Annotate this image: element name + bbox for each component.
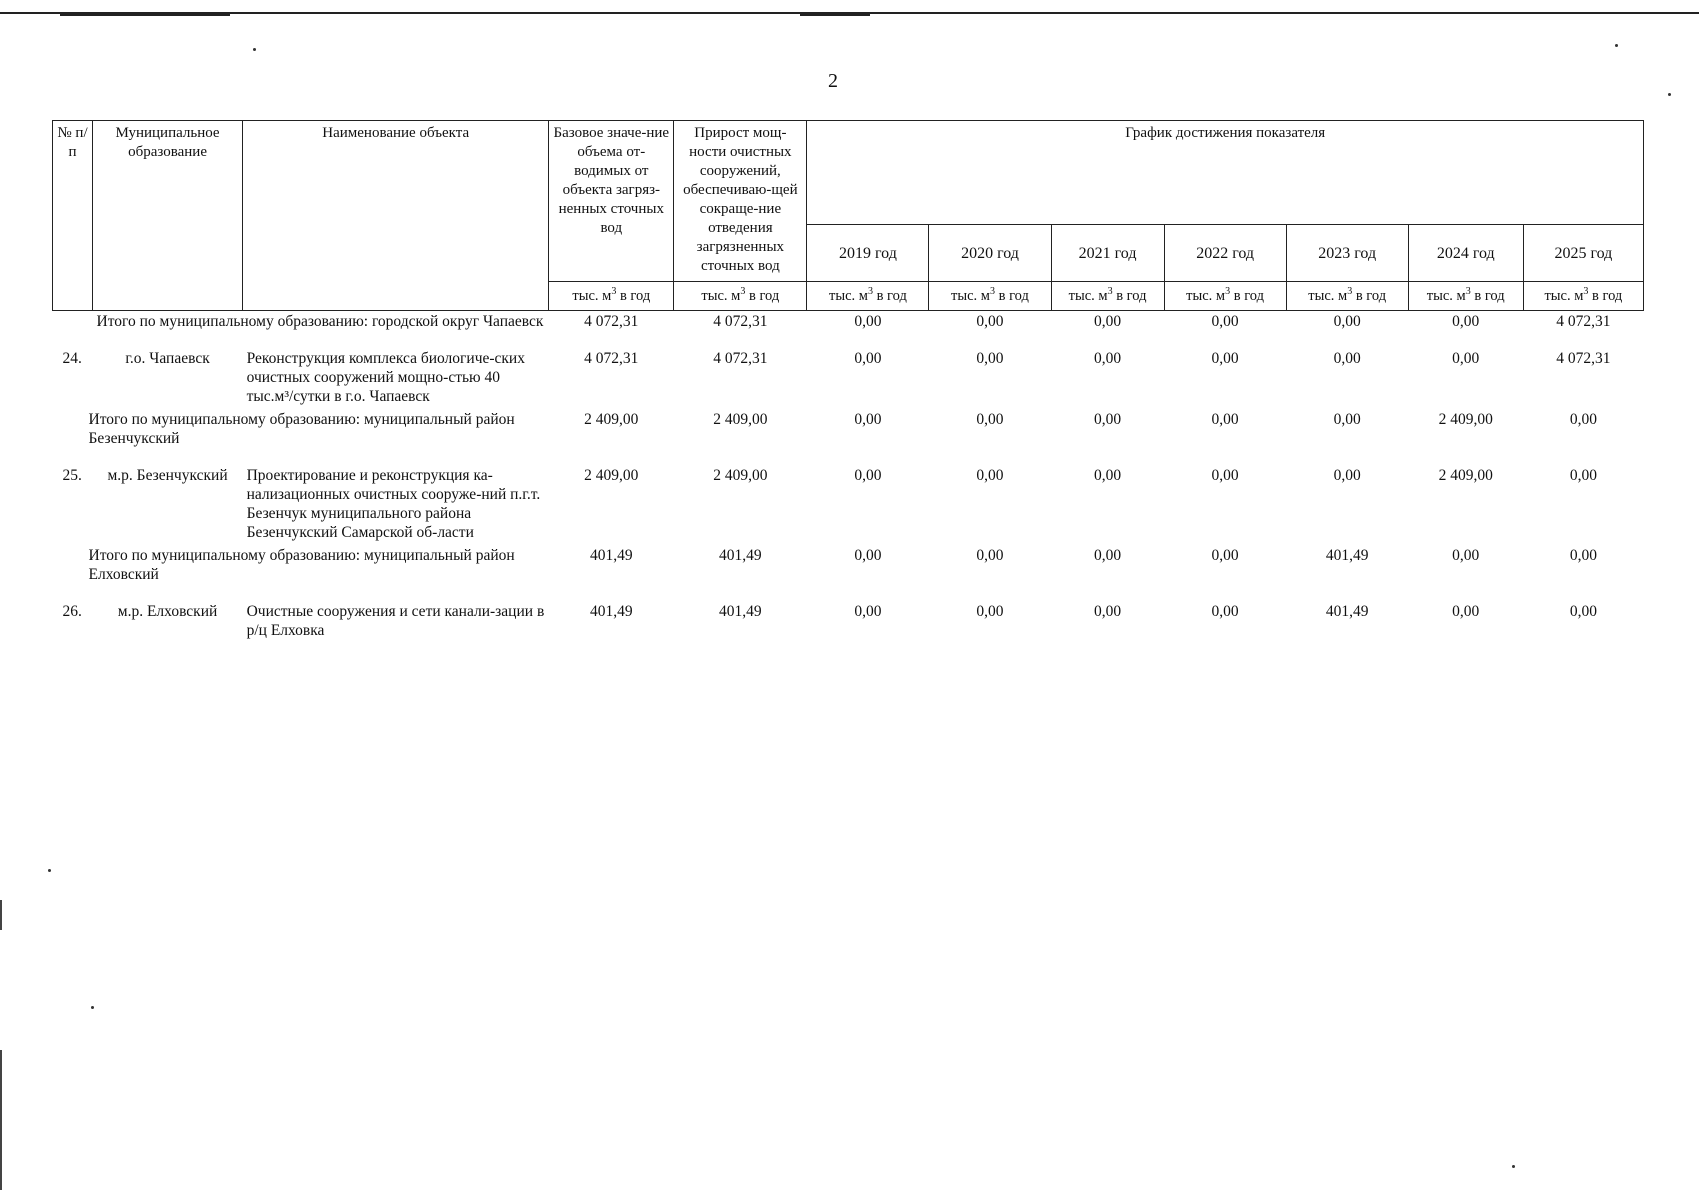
year-value: 0,00 bbox=[976, 411, 1004, 428]
header-num: № п/п bbox=[53, 121, 93, 311]
header-year-2019: 2019 год bbox=[807, 225, 929, 282]
top-scan-rule-fragment bbox=[60, 14, 230, 16]
top-scan-rule-fragment bbox=[800, 14, 870, 16]
year-value: 0,00 bbox=[1569, 467, 1597, 484]
scan-speck bbox=[253, 48, 256, 51]
year-value: 0,00 bbox=[854, 411, 882, 428]
year-value: 0,00 bbox=[854, 603, 882, 620]
object-name: Реконструкция комплекса биологиче-ских очистных сооружений мощно-стью 40 тыс.м³/сутки в г.о. Чапаевск bbox=[246, 350, 525, 405]
table-body bbox=[53, 311, 1644, 641]
unit-label: тыс. $м^3$ в год bbox=[549, 282, 674, 311]
base-value: 2 409,00 bbox=[584, 467, 639, 484]
total-row bbox=[53, 542, 1644, 584]
scan-speck bbox=[48, 869, 51, 872]
year-value: 0,00 bbox=[1452, 350, 1480, 367]
year-value: 0,00 bbox=[1211, 547, 1239, 564]
year-value: 0,00 bbox=[1452, 313, 1480, 330]
year-value: 0,00 bbox=[1093, 350, 1122, 367]
indicator-table bbox=[52, 120, 1644, 640]
year-value: 0,00 bbox=[1452, 603, 1480, 620]
total-label: Итого по муниципальному образованию: городской округ Чапаевск bbox=[96, 313, 544, 330]
base-value: 4 072,31 bbox=[584, 350, 639, 367]
header-year-2023: 2023 год bbox=[1286, 225, 1408, 282]
row-number: 26. bbox=[62, 603, 82, 620]
year-value: 0,00 bbox=[1333, 313, 1361, 330]
year-value: 0,00 bbox=[1211, 313, 1239, 330]
header-base-value: Базовое значе-ние объема от-водимых от объекта загряз-ненных сточных вод bbox=[549, 121, 674, 282]
year-value: 0,00 bbox=[1211, 467, 1239, 484]
unit-label: тыс. $м^3$ в год bbox=[929, 282, 1051, 311]
total-row bbox=[53, 311, 1644, 332]
unit-label: тыс. $м^3$ в год bbox=[1408, 282, 1523, 311]
base-value: 401,49 bbox=[589, 603, 633, 620]
year-value: 0,00 bbox=[1452, 547, 1480, 564]
unit-label: тыс. $м^3$ в год bbox=[1523, 282, 1643, 311]
year-value: 0,00 bbox=[854, 467, 882, 484]
year-value: 0,00 bbox=[1211, 603, 1239, 620]
row-number: 24. bbox=[62, 350, 82, 367]
total-label: Итого по муниципальному образованию: муниципальный район Елховский bbox=[88, 547, 515, 583]
header-year-2022: 2022 год bbox=[1164, 225, 1286, 282]
year-value: 2 409,00 bbox=[1438, 411, 1493, 428]
object-name: Проектирование и реконструкция ка-нализационных очистных сооруже-ний п.г.т. Безенчук муниципального района Безенчукский Самарской об-ласти bbox=[246, 467, 541, 541]
year-value: 0,00 bbox=[976, 313, 1004, 330]
base-value: 4 072,31 bbox=[584, 313, 639, 330]
header-year-2025: 2025 год bbox=[1523, 225, 1643, 282]
capacity-growth: 401,49 bbox=[719, 603, 762, 620]
year-value: 0,00 bbox=[976, 547, 1004, 564]
year-value: 0,00 bbox=[854, 547, 882, 564]
scan-edge-mark bbox=[0, 1050, 2, 1190]
year-value: 0,00 bbox=[1093, 547, 1122, 564]
year-value: 0,00 bbox=[1093, 467, 1122, 484]
year-value: 4 072,31 bbox=[1556, 350, 1611, 367]
year-value: 0,00 bbox=[1333, 411, 1361, 428]
year-value: 0,00 bbox=[976, 603, 1004, 620]
year-value: 0,00 bbox=[1569, 603, 1597, 620]
year-value: 4 072,31 bbox=[1556, 313, 1611, 330]
year-value: 0,00 bbox=[1093, 411, 1122, 428]
capacity-growth: 2 409,00 bbox=[713, 467, 768, 484]
capacity-growth: 2 409,00 bbox=[713, 411, 768, 428]
object-row bbox=[53, 448, 1644, 542]
header-year-2021: 2021 год bbox=[1051, 225, 1164, 282]
scan-speck bbox=[1512, 1165, 1515, 1168]
header-year-2024: 2024 год bbox=[1408, 225, 1523, 282]
total-row bbox=[53, 406, 1644, 448]
header-object: Наименование объекта bbox=[243, 121, 549, 311]
municipality-name: м.р. Елховский bbox=[117, 603, 218, 620]
capacity-growth: 4 072,31 bbox=[713, 313, 768, 330]
unit-label: тыс. $м^3$ в год bbox=[1286, 282, 1408, 311]
scan-speck bbox=[1615, 44, 1618, 47]
header-schedule: График достижения показателя bbox=[807, 121, 1644, 225]
total-label: Итого по муниципальному образованию: муниципальный район Безенчукский bbox=[88, 411, 515, 447]
row-number: 25. bbox=[62, 467, 82, 484]
year-value: 0,00 bbox=[1333, 467, 1361, 484]
scan-edge-mark bbox=[0, 900, 2, 930]
unit-label: тыс. $м^3$ в год bbox=[674, 282, 807, 311]
municipality-name: г.о. Чапаевск bbox=[125, 350, 210, 367]
unit-label: тыс. $м^3$ в год bbox=[807, 282, 929, 311]
year-value: 0,00 bbox=[1333, 350, 1361, 367]
object-name: Очистные сооружения и сети канали-зации в р/ц Елховка bbox=[246, 603, 545, 639]
year-value: 2 409,00 bbox=[1438, 467, 1493, 484]
scan-speck bbox=[1668, 93, 1671, 96]
year-value: 0,00 bbox=[1569, 547, 1597, 564]
scan-speck bbox=[91, 1006, 94, 1009]
year-value: 0,00 bbox=[1093, 313, 1122, 330]
year-value: 0,00 bbox=[1211, 350, 1239, 367]
year-value: 0,00 bbox=[854, 313, 882, 330]
header-municipality: Муниципальное образование bbox=[93, 121, 243, 311]
capacity-growth: 4 072,31 bbox=[713, 350, 768, 367]
base-value: 401,49 bbox=[589, 547, 633, 564]
base-value: 2 409,00 bbox=[584, 411, 639, 428]
page-number: 2 bbox=[828, 70, 838, 92]
year-value: 0,00 bbox=[1093, 603, 1122, 620]
year-value: 0,00 bbox=[976, 467, 1004, 484]
header-year-2020: 2020 год bbox=[929, 225, 1051, 282]
unit-label: тыс. $м^3$ в год bbox=[1051, 282, 1164, 311]
header-capacity-growth: Прирост мощ-ности очистных сооружений, обеспечиваю-щей сокраще-ние отведения загрязненных сточных вод bbox=[674, 121, 807, 282]
year-value: 0,00 bbox=[976, 350, 1004, 367]
object-row bbox=[53, 584, 1644, 640]
municipality-name: м.р. Безенчукский bbox=[107, 467, 228, 484]
year-value: 0,00 bbox=[1211, 411, 1239, 428]
object-row bbox=[53, 331, 1644, 406]
year-value: 401,49 bbox=[1325, 603, 1369, 620]
year-value: 0,00 bbox=[1569, 411, 1597, 428]
year-value: 0,00 bbox=[854, 350, 882, 367]
capacity-growth: 401,49 bbox=[719, 547, 762, 564]
year-value: 401,49 bbox=[1325, 547, 1369, 564]
unit-label: тыс. $м^3$ в год bbox=[1164, 282, 1286, 311]
